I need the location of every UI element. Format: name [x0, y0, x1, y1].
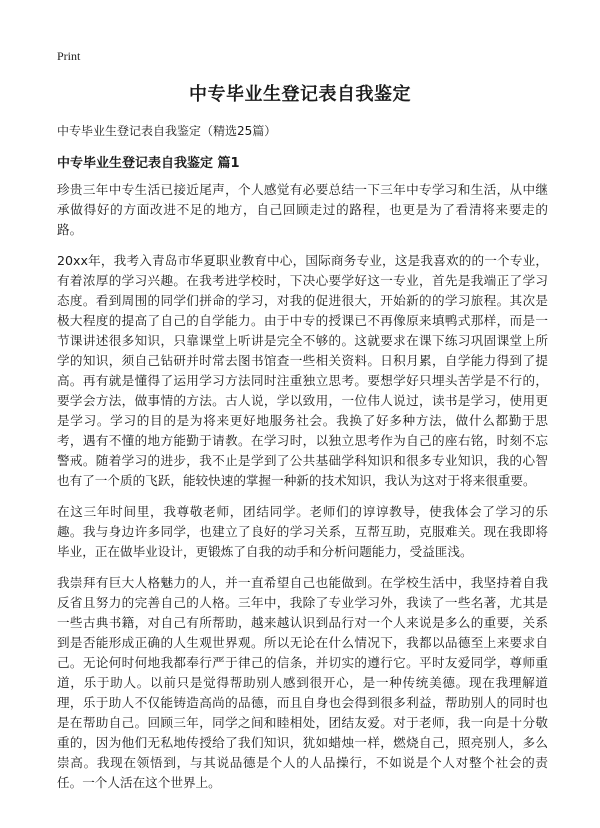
paragraph-4: 我崇拜有巨大人格魅力的人，并一直希望自己也能做到。在学校生活中，我坚持着自我反省且努力的完善自己的人格。三年中，我除了专业学习外，我读了一些名著，尤其是一些古典书籍，对自己有所帮助，越来越认识到品行对一个人来说是多么的重要，关系到是否能形成正确的人生观世界观。所以无论在什么情况下，我都以品德至上来要求自己。无论何时何地我都奉行严于律己的信条，并切实的遵行它。平时友爱同学，尊师重道，乐于助人。以前只是觉得帮助别人感到很开心，是一种传统美德。现在我理解道理，乐于助人不仅能铸造高尚的品德，而且自身也会得到很多利益，帮助别人的同时也是在帮助自己。回顾三年，同学之间和睦相处，团结友爱。对于老师，我一向是十分敬重的，因为他们无私地传授给了我们知识，犹如蜡烛一样，燃烧自己，照亮别人，多么崇高。我现在领悟到，与其说品德是个人的人品操行，不如说是个人对整个社会的责任。一个人活在这个世界上。 [57, 575, 548, 790]
article-body [57, 180, 548, 804]
print-link[interactable]: Print [57, 49, 81, 63]
paragraph-3: 在这三年时间里，我尊敬老师，团结同学。老师们的谆谆教导，使我体会了学习的乐趣。我与身边许多同学，也建立了良好的学习关系，互帮互助，克服难关。现在我即将毕业，正在做毕业设计，更锻炼了自我的动手和分析问题能力，受益匪浅。 [57, 504, 548, 559]
document-subtitle: 中专毕业生登记表自我鉴定（精选25篇） [57, 124, 277, 138]
paragraph-1: 珍贵三年中专生活已接近尾声，个人感觉有必要总结一下三年中专学习和生活，从中继承做得好的方面改进不足的地方，自己回顾走过的路程，也更是为了看清将来要走的路。 [57, 182, 548, 237]
section-heading: 中专毕业生登记表自我鉴定 篇1 [57, 156, 240, 171]
page-title: 中专毕业生登记表自我鉴定 [189, 84, 411, 105]
paragraph-2: 20xx年，我考入青岛市华夏职业教育中心，国际商务专业，这是我喜欢的的一个专业，有着浓厚的学习兴趣。在我考进学校时，下决心要学好这一专业，首先是我端正了学习态度。看到周围的同学们拼命的学习，对我的促进很大，开始新的的学习旅程。其次是极大程度的提高了自己的自学能力。由于中专的授课已不再像原来填鸭式那样，而是一节课讲述很多知识，只靠课堂上听讲是完全不够的。这就要求在课下练习巩固课堂上所学的知识，须自己钻研并时常去图书馆查一些相关资料。日积月累，自学能力得到了提高。再有就是懂得了运用学习方法同时注重独立思考。要想学好只埋头苦学是不行的，要学会方法，做事情的方法。古人说，学以致用，一位伟人说过，读书是学习，使用更是学习。学习的目的是为将来更好地服务社会。我换了好多种方法，做什么都勤于思考，遇有不懂的地方能勤于请教。在学习时，以独立思考作为自己的座右铭，时刻不忘警戒。随着学习的进步，我不止是学到了公共基础学科知识和很多专业知识，我的心智也有了一个质的飞跃，能较快速的掌握一种新的技术知识，我认为这对于将来很重要。 [57, 253, 548, 488]
